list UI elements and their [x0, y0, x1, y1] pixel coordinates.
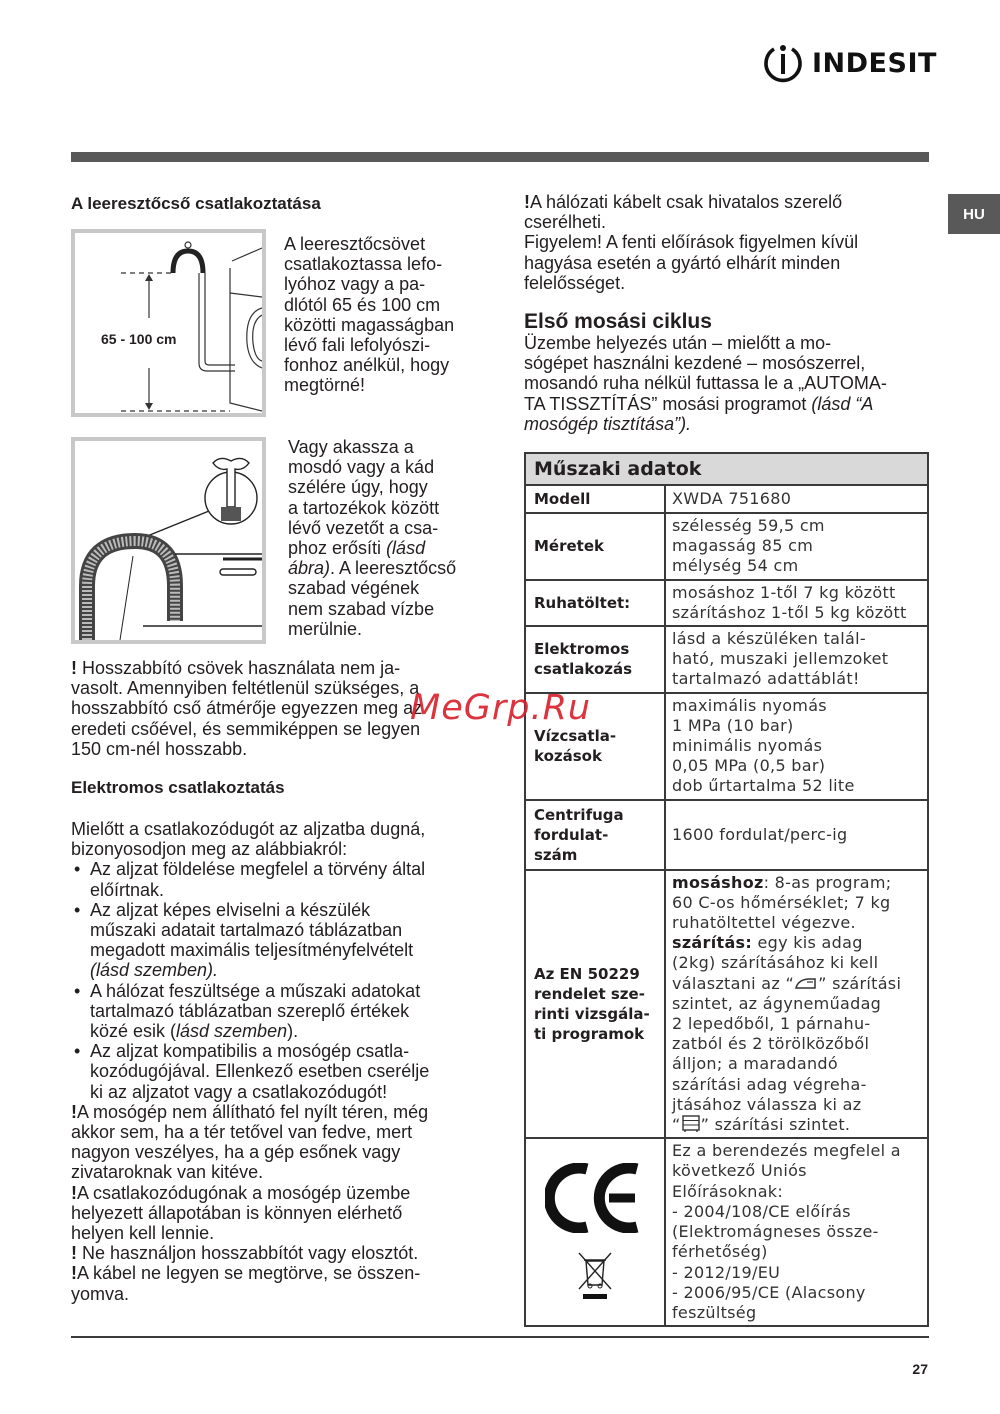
- warning-outdoor: !A mosógép nem állítható fel nyílt téren, még akkor sem, ha a tér tetővel van fedve, mert nagyon veszélyes, ha a gép esőnek vagy zivataroknak van kitéve.: [71, 1101, 429, 1183]
- table-row: Modell XWDA 751680: [525, 485, 928, 513]
- extension-hose-warning: ! Hosszabbító csövek használata nem ja- vasolt. Amennyiben feltétlenül szükséges, a hosszabbító cső átmérője egyezzen meg az eredeti csőével, és semmiképpen se legyen 150 cm-nél hosszabb.: [71, 658, 423, 759]
- checklist-item: • Az aljzat földelése megfelel a törvény által előírtnak.: [71, 859, 491, 899]
- first-wash-paragraph: Üzembe helyezés után – mielőtt a mo- sógépet használni kezdené – mosószerrel, mosandó ruha nélkül futtassa le a „AUTOMA- TA TISSZTÍTÁS” mosási programot (lásd “A mosógép tisztítása”).: [524, 333, 887, 434]
- drain-hose-paragraph: A leeresztőcsövet csatlakoztassa lefo- lyóhoz vagy a pa- dlótól 65 és 100 cm közötti magasságban lévő fali lefolyószi- fonhoz anélkül, hogy megtörné!: [284, 234, 455, 396]
- section-title-drain-hose: A leeresztőcső csatlakoztatása: [71, 194, 321, 213]
- checklist-item: • Az aljzat képes elviselni a készülék műszaki adatait tartalmazó táblázatban megadott maximális teljesítményfelvételt (lásd szemben).: [71, 900, 491, 981]
- electrical-checklist: [71, 859, 491, 1101]
- checklist-item: • A hálózat feszültsége a műszaki adatokat tartalmazó táblázatban szereplő értékek közé esik (lásd szemben).: [71, 981, 491, 1042]
- page-number: 27: [912, 1361, 928, 1377]
- electrical-connection-text: Mielőtt a csatlakozódugót az aljzatba dugná, bizonyosodjon meg az alábbiakról: • Az aljzat földelése megfelel a törvény által előírtnak. • Az aljzat képes elviselni a készülék műszaki adatait tartalmazó táblázatban megadott maximális teljesítményfelvételt (lásd szemben). • A hálózat feszültsége a műszaki adatokat tartalmazó táblázatban szereplő értékek közé esik (lásd szemben). • Az aljzat kompatibilis a mosógép csatla- kozódugójával. Ellenkező esetben cserélje ki az aljzatot vagy a csatlakozódugót! !A mosógép nem állítható fel nyílt téren, még akkor sem, ha a tér tetővel van fedve, mert nagyon veszélyes, ha a gép esőnek vagy zivataroknak van kitéve. !A csatlakozódugónak a mosógép üzembe helyezett állapotában is könnyen elérhető helyen kell lennie. ! Ne használjon hosszabbítót vagy elosztót. !A kábel ne legyen se megtörve, se összen- yomva.: [71, 819, 491, 1304]
- warning-cable-damage: !A kábel ne legyen se megtörve, se összen- yomva.: [71, 1263, 421, 1304]
- table-row: Ez a berendezés megfelel a következő Uniós Előírásoknak: - 2004/108/CE előírás (Elektromágneses össze- férhetőség) - 2012/19/EU - 2006/95/CE (Alacsony feszültség: [525, 1138, 928, 1326]
- checklist-item: • Az aljzat kompatibilis a mosógép csatla- kozódugójával. Ellenkező esetben cserélje ki az aljzatot vagy a csatlakozódugót!: [71, 1041, 491, 1102]
- svg-text:65 - 100 cm: 65 - 100 cm: [101, 331, 177, 347]
- warning-no-extension: ! Ne használjon hosszabbítót vagy elosztót.: [71, 1243, 419, 1264]
- indesit-i-icon: [762, 42, 804, 84]
- table-title: Műszaki adatok: [525, 453, 928, 485]
- drain-hose-height-diagram: [75, 233, 262, 413]
- technical-data-table: [524, 452, 929, 1327]
- warning-mark: !: [71, 658, 77, 678]
- hose-tub-paragraph: Vagy akassza a mosdó vagy a kád szélére úgy, hogy a tartozékok között lévő vezetőt a csa- phoz erősíti (lásd ábra). A leeresztőcső szabad végének nem szabad vízbe merülnie.: [288, 437, 457, 639]
- brand-logo: [762, 42, 937, 84]
- table-row: Centrifuga fordulat- szám 1600 fordulat/perc-ig: [525, 800, 928, 870]
- crossed-bin-icon: [575, 1251, 615, 1301]
- ce-mark-icon: [545, 1163, 645, 1233]
- cupboard-icon: [681, 1115, 701, 1133]
- hose-guide-on-sink-diagram: [75, 441, 262, 640]
- footer-rule: [71, 1336, 929, 1338]
- watermark: MeGrp.Ru: [410, 688, 592, 728]
- cable-replacement-warning: !A hálózati kábelt csak hivatalos szerelő cserélheti. Figyelem! A fenti előírások figyelmen kívül hagyása esetén a gyártó elhárít minden felelősséget.: [524, 192, 859, 293]
- warning-plug-access: !A csatlakozódugónak a mosógép üzembe helyezett állapotában is könnyen elérhető helyen kell lennie.: [71, 1182, 411, 1244]
- figure-hose-on-tub: [71, 437, 266, 644]
- iron-icon: [794, 976, 818, 990]
- section-title-electrical: Elektromos csatlakoztatás: [71, 778, 285, 797]
- section-title-first-wash: Első mosási ciklus: [524, 310, 712, 333]
- table-row: Elektromos csatlakozás lásd a készüléken talál- ható, muszaki jellemzoket tartalmazó adattáblát!: [525, 626, 928, 693]
- table-row: Az EN 50229 rendelet sze- rinti vizsgála- ti programok mosáshoz: 8-as program; 60 C-os hőmérséklet; 7 kg ruhatöltettel végezve. szárítás: egy kis adag (2kg) szárításához ki kell választani az “ ” szárítási szintet, az ágyneműadag 2 lepedőből, 1 párnahu- zatból és 2 törölközőből álljon; a maradandó szárítási adag végreha- jtásához válassza ki az “ ” szárítási szintet.: [525, 870, 928, 1139]
- table-row: Méretek szélesség 59,5 cm magasság 85 cm mélység 54 cm: [525, 513, 928, 580]
- table-row: Vízcsatla- kozások maximális nyomás 1 MPa (10 bar) minimális nyomás 0,05 MPa (0,5 bar) dob űrtartalma 52 lite: [525, 693, 928, 800]
- header-rule: [71, 152, 929, 162]
- language-tab: HU: [948, 194, 1000, 234]
- brand-wordmark: INDESIT: [812, 47, 937, 79]
- figure-drain-height: [71, 229, 266, 417]
- table-row: Ruhatöltet: mosáshoz 1-től 7 kg között szárításhoz 1-től 5 kg között: [525, 580, 928, 626]
